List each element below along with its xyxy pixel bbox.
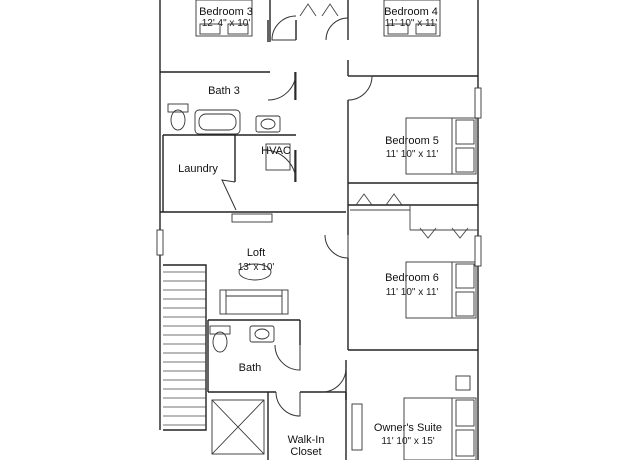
loft-console bbox=[232, 214, 272, 222]
bedroom3-label: Bedroom 3 bbox=[199, 6, 253, 18]
bath3-toilet bbox=[171, 110, 185, 130]
loft-label: Loft bbox=[246, 247, 266, 259]
bedroom6-label: Bedroom 6 bbox=[385, 272, 439, 284]
bath3-sink bbox=[256, 116, 280, 132]
bath-sink bbox=[250, 326, 274, 342]
door-bedroom3 bbox=[272, 16, 296, 40]
closet-bedroom5-shelf bbox=[350, 205, 478, 230]
door-laundry bbox=[222, 180, 236, 210]
walkin-label: Walk-In bbox=[287, 434, 325, 446]
wall-top-rooms bbox=[160, 72, 478, 76]
loft-size: 13' x 10' bbox=[237, 262, 275, 273]
bath3-label: Bath 3 bbox=[208, 85, 240, 97]
owners-suite-label: Owner's Suite bbox=[373, 422, 443, 434]
window-left bbox=[157, 230, 163, 255]
bedroom5-size: 11' 10" x 11' bbox=[385, 149, 439, 160]
bedroom4-label: Bedroom 4 bbox=[384, 6, 438, 18]
door-bath3 bbox=[268, 72, 296, 100]
window-bedroom5 bbox=[475, 88, 481, 118]
bedroom4-size: 11' 10" x 11' bbox=[384, 18, 438, 29]
door-bath bbox=[275, 345, 300, 370]
closet-doors-top bbox=[300, 4, 338, 16]
hvac-label: HVAC bbox=[261, 145, 291, 157]
door-owners bbox=[322, 368, 346, 392]
bath-label: Bath bbox=[238, 362, 262, 374]
door-bedroom6 bbox=[325, 235, 348, 258]
door-bedroom5 bbox=[348, 76, 372, 100]
walkin-label-2: Closet bbox=[290, 446, 322, 458]
loft-sofa bbox=[220, 290, 288, 314]
bedroom3-size: 12' 4" x 10' bbox=[201, 18, 251, 29]
closet-doors-bedroom6 bbox=[420, 228, 468, 238]
wall-bedroom5-bottom bbox=[348, 183, 478, 205]
closet-doors-bedroom5 bbox=[356, 194, 402, 205]
window-bedroom6 bbox=[475, 236, 481, 266]
bedroom5-label: Bedroom 5 bbox=[385, 135, 439, 147]
door-bedroom4 bbox=[326, 18, 348, 40]
laundry-label: Laundry bbox=[178, 163, 218, 175]
nightstand bbox=[456, 376, 470, 390]
bath-toilet bbox=[213, 332, 227, 352]
bedroom6-size: 11' 10" x 11' bbox=[385, 287, 439, 298]
owners-suite-size: 11' 10" x 15' bbox=[381, 436, 435, 447]
owners-dresser bbox=[352, 404, 362, 450]
door-walkin bbox=[276, 392, 300, 416]
